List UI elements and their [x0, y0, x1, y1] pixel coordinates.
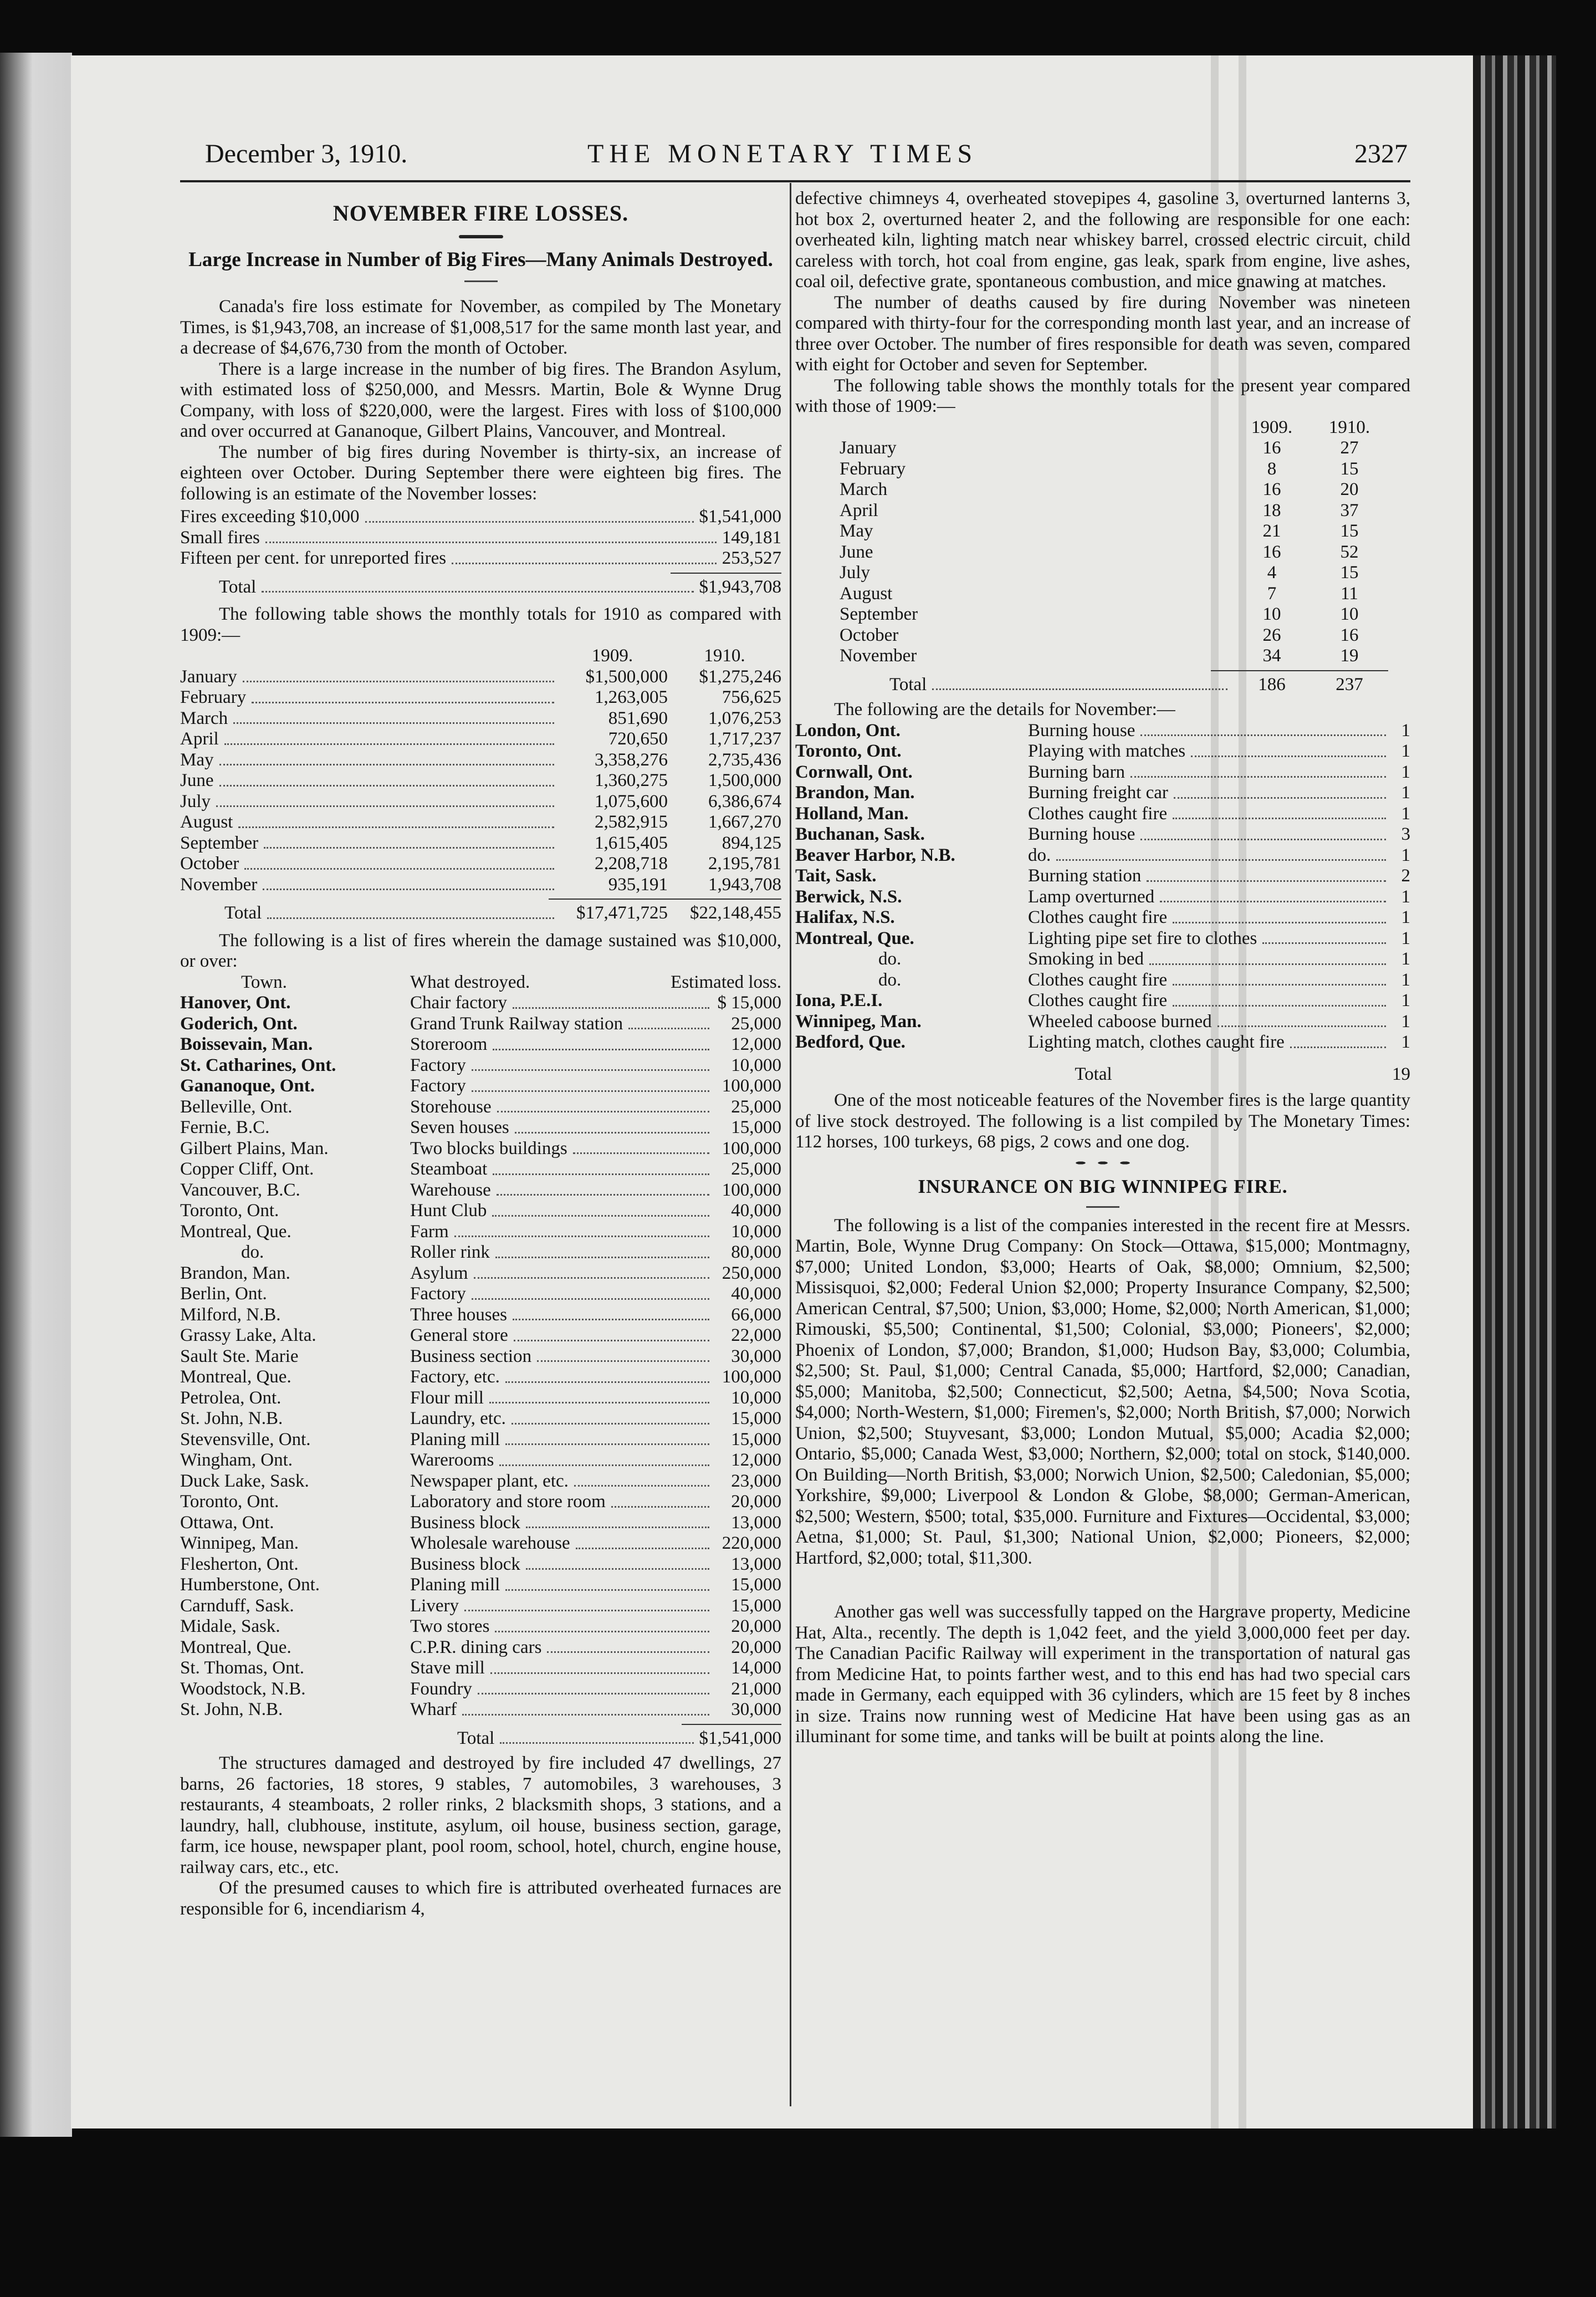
losses-row: Small fires 149,181	[180, 527, 781, 548]
losses-table	[180, 507, 781, 598]
table-header: 1909. 1910.	[591, 646, 745, 666]
table-row: November 34 19	[840, 646, 1359, 666]
table-row: May 3,358,276 2,735,436	[180, 749, 781, 770]
losses-total-row: Total $1,943,708	[219, 576, 781, 597]
table-row: Belleville, Ont. Storehouse 25,000	[180, 1096, 781, 1117]
table-row: Hanover, Ont. Chair factory $ 15,000	[180, 993, 781, 1013]
big-fires-table	[180, 972, 781, 1749]
table-row: Cornwall, Ont. Burning barn 1	[795, 762, 1410, 782]
table-header: 1909. 1910.	[1251, 417, 1370, 437]
title-ornament	[459, 235, 503, 238]
table-row: February 8 15	[840, 458, 1359, 479]
table-row: Holland, Man. Clothes caught fire 1	[795, 803, 1410, 824]
table-row: June 16 52	[840, 542, 1359, 562]
table-row: Grassy Lake, Alta. General store 22,000	[180, 1325, 781, 1345]
table-row: Tait, Sask. Burning station 2	[795, 866, 1410, 886]
paragraph: The following table shows the monthly totals for the present year compared with those of 1909:—	[795, 375, 1410, 416]
section-ornament	[1067, 1160, 1139, 1166]
table-row: Montreal, Que. C.P.R. dining cars 20,000	[180, 1637, 781, 1657]
table-row: February 1,263,005 756,625	[180, 687, 781, 707]
losses-row: Fires exceeding $10,000 $1,541,000	[180, 507, 781, 527]
publication-title: THE MONETARY TIMES	[587, 139, 978, 169]
table-row: Buchanan, Sask. Burning house 3	[795, 824, 1410, 844]
table-row: January $1,500,000 $1,275,246	[180, 666, 781, 687]
table-row: Milford, N.B. Three houses 66,000	[180, 1304, 781, 1325]
table-row: Halifax, N.S. Clothes caught fire 1	[795, 907, 1410, 927]
table-row: Fernie, B.C. Seven houses 15,000	[180, 1117, 781, 1137]
table-row: Copper Cliff, Ont. Steamboat 25,000	[180, 1159, 781, 1179]
page-number: 2327	[1354, 139, 1408, 169]
table-row: Boissevain, Man. Storeroom 12,000	[180, 1034, 781, 1054]
table-row: do. Roller rink 80,000	[241, 1242, 781, 1262]
table-row: Beaver Harbor, N.B. do. 1	[795, 845, 1410, 865]
deaths-table	[795, 417, 1410, 696]
table-row: St. Catharines, Ont. Factory 10,000	[180, 1055, 781, 1075]
table-row: July 1,075,600 6,386,674	[180, 791, 781, 811]
title-rule	[1086, 1206, 1119, 1208]
table-header: Town. What destroyed. Estimated loss.	[241, 972, 781, 992]
paragraph: The following is a list of fires wherein the damage sustained was $10,000, or over:	[180, 930, 781, 971]
table-row: Brandon, Man. Burning freight car 1	[795, 783, 1410, 803]
paragraph: There is a large increase in the number of big fires. The Brandon Asylum, with estimated loss of $250,000, and Messrs. Martin, Bole & Wynne Drug Company, with loss of $220,000, were the largest. Fires with loss of $100,000 and over occurred at Gananoque, Gilbert Plains, Vancouver, and Montreal.	[180, 359, 781, 441]
table-row: March 851,690 1,076,253	[180, 708, 781, 728]
page-header	[205, 139, 1408, 177]
table-row: Toronto, Ont. Hunt Club 40,000	[180, 1201, 781, 1221]
table-row: St. John, N.B. Laundry, etc. 15,000	[180, 1408, 781, 1428]
article-subtitle: Large Increase in Number of Big Fires—Many Animals Destroyed.	[188, 248, 773, 271]
issue-date: December 3, 1910.	[205, 139, 408, 169]
table-row: do. Clothes caught fire 1	[878, 969, 1410, 990]
paragraph: One of the most noticeable features of the November fires is the large quantity of live stock destroyed. The following is a list compiled by The Monetary Times: 112 horses, 100 turkeys, 68 pigs, 2 cows and one dog.	[795, 1090, 1410, 1152]
table-row: Woodstock, N.B. Foundry 21,000	[180, 1678, 781, 1699]
table-row: Toronto, Ont. Laboratory and store room 20,000	[180, 1492, 781, 1512]
table-row: Gananoque, Ont. Factory 100,000	[180, 1076, 781, 1096]
paragraph: The following table shows the monthly totals for 1910 as compared with 1909:—	[180, 604, 781, 645]
table-row: Duck Lake, Sask. Newspaper plant, etc. 23,000	[180, 1471, 781, 1491]
paragraph: defective chimneys 4, overheated stovepipes 4, gasoline 3, overturned lanterns 3, hot box 2, overturned heater 2, and the following are responsible for one each: overheated kiln, lighting match near whiskey barrel, crossed electric circuit, child careless with torch, hot coal from engine, gas leak, spark from engine, live ashes, coal oil, defective grate, spontaneous combustion, and mice gnawing at matches.	[795, 188, 1410, 292]
left-column	[180, 188, 781, 1920]
article-title: NOVEMBER FIRE LOSSES.	[332, 201, 629, 226]
paragraph: Of the presumed causes to which fire is attributed overheated furnaces are responsible for 6, incendiarism 4,	[180, 1878, 781, 1919]
adjacent-page-edge	[0, 53, 72, 2137]
table-row: October 26 16	[840, 625, 1359, 645]
table-row: January 16 27	[840, 438, 1359, 458]
table-row: September 10 10	[840, 604, 1359, 624]
fires-total-row: Total $1,541,000	[457, 1728, 781, 1748]
table-row: do. Smoking in bed 1	[878, 949, 1410, 969]
paragraph: Another gas well was successfully tapped on the Hargrave property, Medicine Hat, Alta., recently. The depth is 1,042 feet, and the yield 3,000,000 feet per day. The Canadian Pacific Railway will experiment in the transportation of natural gas from Medicine Hat, to points farther west, and to this end has had two special cars made in Germany, each equipped with 36 cylinders, which are 15 feet by 8 inches in size. Trains now running west of Medicine Hat have been using gas as an illuminant for some time, and tanks will be built at points along the line.	[795, 1602, 1410, 1747]
table-row: London, Ont. Burning house 1	[795, 720, 1410, 741]
table-row: November 935,191 1,943,708	[180, 874, 781, 895]
table-row: Bedford, Que. Lighting match, clothes caught fire 1	[795, 1032, 1410, 1052]
paragraph: The number of deaths caused by fire during November was nineteen compared with thirty-four for the corresponding month last year, and an increase of three over October. The number of fires responsible for death was seven, compared with eight for October and seven for September.	[795, 292, 1410, 375]
table-row: October 2,208,718 2,195,781	[180, 854, 781, 874]
paragraph: The following are the details for November:—	[834, 700, 1175, 719]
table-row: Gilbert Plains, Man. Two blocks buildings 100,000	[180, 1138, 781, 1158]
table-row: Brandon, Man. Asylum 250,000	[180, 1263, 781, 1283]
table-row: Vancouver, B.C. Warehouse 100,000	[180, 1180, 781, 1200]
table-row: May 21 15	[840, 521, 1359, 541]
table-row: St. John, N.B. Wharf 30,000	[180, 1699, 781, 1719]
paragraph: The number of big fires during November is thirty-six, an increase of eighteen over October. During September there were eighteen big fires. The following is an estimate of the November losses:	[180, 442, 781, 504]
table-row: July 4 15	[840, 563, 1359, 583]
table-row: Montreal, Que. Factory, etc. 100,000	[180, 1367, 781, 1387]
table-row: Berwick, N.S. Lamp overturned 1	[795, 886, 1410, 907]
right-column	[795, 188, 1410, 1748]
table-row: Humberstone, Ont. Planing mill 15,000	[180, 1575, 781, 1595]
losses-row: Fifteen per cent. for unreported fires 253,527	[180, 548, 781, 568]
table-row: Iona, P.E.I. Clothes caught fire 1	[795, 991, 1410, 1010]
table-row: August 7 11	[840, 583, 1358, 604]
table-row: September 1,615,405 894,125	[180, 833, 781, 853]
table-row: Wingham, Ont. Warerooms 12,000	[180, 1450, 781, 1470]
table-row: June 1,360,275 1,500,000	[180, 770, 781, 790]
monthly-loss-table	[180, 646, 781, 924]
table-row: Ottawa, Ont. Business block 13,000	[180, 1512, 781, 1533]
monthly-total-row: Total $17,471,725 $22,148,455	[224, 903, 781, 923]
table-row: Carnduff, Sask. Livery 15,000	[180, 1595, 781, 1616]
table-row: August 2,582,915 1,667,270	[180, 812, 781, 832]
column-divider	[790, 183, 791, 2106]
table-row: Midale, Sask. Two stores 20,000	[180, 1616, 781, 1636]
table-row: Winnipeg, Man. Wheeled caboose burned 1	[795, 1011, 1410, 1032]
table-row: Flesherton, Ont. Business block 13,000	[180, 1554, 781, 1574]
table-row: Stevensville, Ont. Planing mill 15,000	[180, 1429, 781, 1449]
table-row: March 16 20	[840, 479, 1359, 499]
table-row: Goderich, Ont. Grand Trunk Railway station 25,000	[180, 1013, 781, 1034]
book-binding	[1473, 55, 1556, 2128]
table-row: Berlin, Ont. Factory 40,000	[180, 1284, 781, 1304]
table-row: April 720,650 1,717,237	[180, 729, 781, 749]
table-row: Toronto, Ont. Playing with matches 1	[795, 741, 1410, 761]
paragraph: The following is a list of the companies interested in the recent fire at Messrs. Martin, Bole, Wynne Drug Company: On Stock—Ottawa, $15,000; Montmagny, $7,000; United London, $3,000; Hearts of Oak, $8,000; Omnium, $2,500; Missisquoi, $2,000; Federal Union $2,000; Property Insurance Company, $2,500; American Central, $7,500; Union, $3,000; Home, $2,000; North American, $1,000; Rimouski, $5,500; Continental, $1,500; Colonial, $3,000; Pioneers', $2,000; Phoenix of London, $7,000; Brandon, $1,000; Hudson Bay, $3,000; Columbia, $2,500; St. Paul, $1,000; Central Canada, $5,000; Hartford, $2,000; Canadian, $5,000; Manitoba, $2,500; Connecticut, $2,500; Aetna, $4,500; Nova Scotia, $4,000; North-Western, $1,000; Firemen's, $2,000; North British, $7,000; Norwich Union, $2,500; Stuyvesant, $3,000; London Mutual, $5,000; Acadia $2,000; Ontario, $5,000; Canada West, $3,000; Northern, $2,000; total on stock, $140,000. On Building—North British, $3,000; Norwich Union, $2,500; Caledonian, $5,000; Yorkshire, $9,000; Liverpool & London & Globe, $8,000; German-American, $2,500; Western, $500; total, $35,000. Furniture and Fixtures—Occidental, $3,000; Aetna, $1,000; St. Paul, $1,300; National Union, $2,000; Pioneers, $2,000; Hartford, $2,000; total, $11,300.	[795, 1215, 1410, 1568]
table-row: Sault Ste. Marie Business section 30,000	[180, 1346, 781, 1366]
header-rule	[180, 180, 1410, 182]
death-details-table	[795, 721, 1410, 1085]
paragraph: The structures damaged and destroyed by fire included 47 dwellings, 27 barns, 26 factories, 18 stores, 9 stables, 7 automobiles, 3 warehouses, 3 restaurants, 4 steamboats, 2 roller rinks, 2 blacksmith shops, 3 stations, and a laundry, hall, clubhouse, institute, asylum, oil house, business section, garage, farm, ice house, newspaper plant, pool room, school, hotel, church, engine house, railway cars, etc., etc.	[180, 1753, 781, 1877]
deaths-total-row: Total 186 237	[889, 674, 1363, 695]
table-row: Winnipeg, Man. Wholesale warehouse 220,000	[180, 1533, 781, 1553]
paragraph: Canada's fire loss estimate for November, as compiled by The Monetary Times, is $1,943,708, an increase of $1,008,517 for the same month last year, and a decrease of $4,676,730 from the month of October.	[180, 297, 781, 358]
table-row: Montreal, Que. Farm 10,000	[180, 1221, 781, 1242]
table-row: Petrolea, Ont. Flour mill 10,000	[180, 1387, 781, 1408]
subtitle-rule	[464, 280, 498, 282]
table-row: St. Thomas, Ont. Stave mill 14,000	[180, 1658, 781, 1678]
article-title: INSURANCE ON BIG WINNIPEG FIRE.	[918, 1175, 1288, 1197]
table-row: April 18 37	[840, 500, 1359, 520]
table-row: Montreal, Que. Lighting pipe set fire to clothes 1	[795, 928, 1410, 948]
details-total-row: Total 19	[1075, 1064, 1410, 1084]
